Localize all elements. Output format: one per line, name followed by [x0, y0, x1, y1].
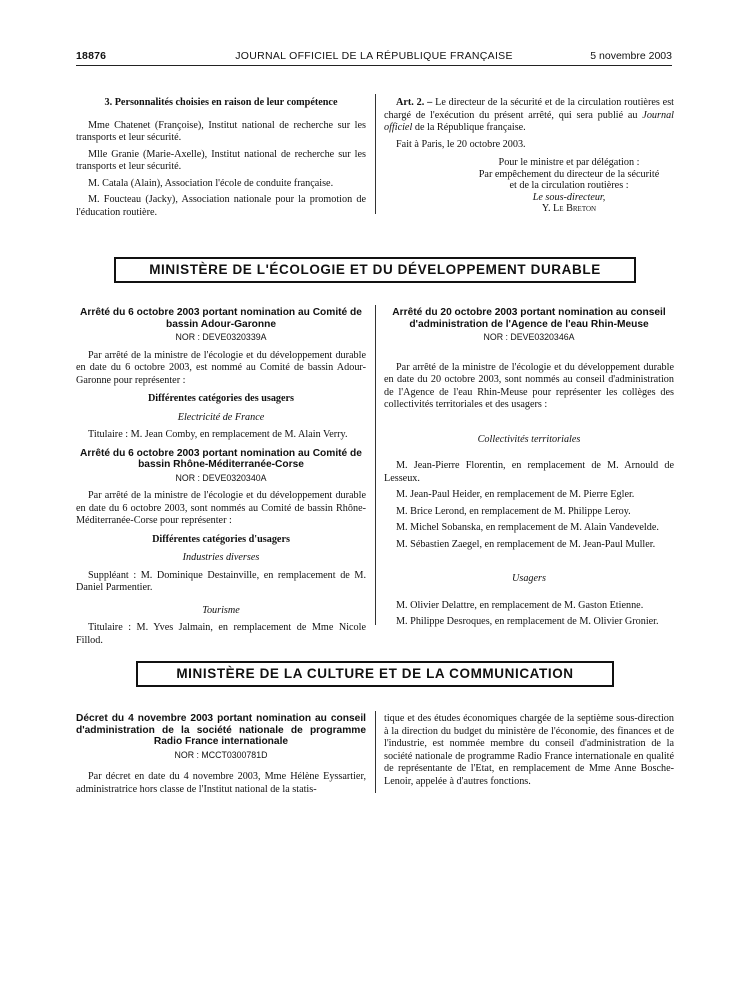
subcategory-heading: Industries diverses [182, 552, 260, 563]
list-item: M. Sébastien Zaegel, en remplacement de M. Jean-Paul Muller. [396, 538, 656, 550]
article-text: Le directeur de la sécurité et de la circulation routières est chargé de l'exécution du présent arrêté, qui sera publié au [384, 97, 674, 121]
article-body-continued: tique et des études économiques chargée de la septième sous-direction à la direction du budget du ministère de l'économie, des finances et de l'industrie, est nommée membre du conseil d'administration de la société nationale de programme Radio France internationale en qualité de représentante de l'Etat, en remplacement de Mme Anne Bosche-Lenoir, appelée à d'autres fonctions. [384, 713, 674, 787]
culture-left-column [76, 713, 366, 800]
category-heading: Différentes catégories des usagers [147, 393, 295, 404]
signatory-initial: Y. [541, 203, 554, 214]
signatory-name [464, 203, 674, 215]
journal-title: JOURNAL OFFICIEL DE LA RÉPUBLIQUE FRANÇAISE [235, 50, 513, 62]
journal-reference: Journal officiel [384, 109, 674, 133]
header-rule [76, 65, 672, 66]
list-item: M. Brice Lerond, en remplacement de M. Philippe Leroy. [396, 505, 631, 517]
column-divider [375, 711, 376, 793]
page-number: 18876 [76, 50, 107, 62]
list-item: Suppléant : M. Dominique Destainville, en remplacement de M. Daniel Parmentier. [76, 569, 366, 593]
article-label: Art. 2. – [396, 97, 433, 108]
ministry-heading-culture: MINISTÈRE DE LA CULTURE ET DE LA COMMUNICATION [136, 661, 614, 687]
nor-reference: NOR : DEVE0320346A [483, 332, 575, 342]
ministry-heading-ecology: MINISTÈRE DE L'ÉCOLOGIE ET DU DÉVELOPPEMENT DURABLE [114, 257, 636, 283]
subcategory-heading: Usagers [512, 573, 546, 584]
signature-line: Pour le ministre et par délégation : [498, 157, 640, 168]
article-title: Décret du 4 novembre 2003 portant nomination au conseil d'administration de la société nationale de programme Radio France internationale [76, 713, 366, 747]
signature-line: Par empêchement du directeur de la sécurité [478, 168, 660, 180]
issue-date: 5 novembre 2003 [590, 50, 672, 62]
column-divider [375, 305, 376, 625]
signature-date: Fait à Paris, le 20 octobre 2003. [396, 138, 526, 150]
article-body: Par arrêté de la ministre de l'écologie et du développement durable en date du 20 octobre 2003, sont nommés au conseil d'administration de l'Agence de l'eau Rhin-Meuse pour représenter les collèges des collectivités territoriales et des usagers : [384, 361, 674, 410]
nor-reference: NOR : DEVE0320339A [175, 332, 267, 342]
article-title: Arrêté du 6 octobre 2003 portant nomination au Comité de bassin Rhône-Méditerranée-Corse [80, 447, 362, 470]
article-body: Par décret en date du 4 novembre 2003, Mme Hélène Eyssartier, administratrice hors classe de l'Institut national de la statis- [76, 771, 366, 795]
category-heading: Différentes catégories d'usagers [152, 533, 290, 545]
article-text-end: de la République française. [412, 122, 526, 133]
list-item: Mme Chatenet (Françoise), Institut national de recherche sur les transports et leur sécurité. [76, 119, 366, 143]
ecology-right-column [384, 307, 674, 633]
article-title: Arrêté du 20 octobre 2003 portant nomination au conseil d'administration de l'Agence de l'eau Rhin-Meuse [392, 307, 666, 330]
list-item: M. Jean-Paul Heider, en remplacement de M. Pierre Egler. [396, 489, 635, 500]
subcategory-heading: Tourisme [202, 604, 240, 616]
signature-title: Le sous-directeur, [532, 191, 606, 203]
article-body: Par arrêté de la ministre de l'écologie et du développement durable en date du 6 octobre 2003, sont nommés au Comité de bassin Rhône-Méditerranée-Corse pour représenter : [76, 490, 366, 526]
culture-right-column [384, 713, 674, 788]
list-item: M. Catala (Alain), Association l'école de conduite française. [88, 177, 334, 189]
list-item: M. Foucteau (Jacky), Association nationale pour la promotion de l'éducation routière. [76, 194, 366, 218]
article-2 [384, 97, 674, 135]
list-item: M. Jean-Pierre Florentin, en remplacement de M. Arnould de Lesseux. [384, 460, 674, 484]
ecology-left-column [76, 307, 366, 651]
list-item: Titulaire : M. Jean Comby, en remplacement de M. Alain Verry. [88, 429, 348, 440]
list-item: Titulaire : M. Yves Jalmain, en remplacement de Mme Nicole Fillod. [76, 622, 366, 646]
signature-block [464, 157, 674, 215]
article-title: Arrêté du 6 octobre 2003 portant nomination au Comité de bassin Adour-Garonne [80, 307, 362, 330]
column-divider [375, 94, 376, 214]
top-right-column [384, 97, 674, 215]
subcategory-heading: Electricité de France [177, 411, 265, 423]
list-item: Mlle Granie (Marie-Axelle), Institut national de recherche sur les transports et leur sécurité. [76, 148, 366, 172]
nor-reference: NOR : MCCT0300781D [174, 749, 268, 760]
list-item: M. Philippe Desroques, en remplacement de M. Olivier Gronier. [396, 616, 659, 627]
signature-line: et de la circulation routières : [509, 180, 629, 191]
subcategory-heading: Collectivités territoriales [477, 433, 581, 445]
nor-reference: NOR : DEVE0320340A [175, 472, 267, 483]
top-left-column [76, 97, 366, 223]
section-heading: 3. Personnalités choisies en raison de leur compétence [104, 97, 338, 108]
list-item: M. Olivier Delattre, en remplacement de M. Gaston Etienne. [396, 599, 644, 611]
article-body: Par arrêté de la ministre de l'écologie et du développement durable en date du 6 octobre 2003, est nommé au Comité de bassin Adour-Garonne pour représenter : [76, 349, 366, 386]
signatory-surname: Le Breton [553, 203, 597, 214]
list-item: M. Michel Sobanska, en remplacement de M. Alain Vandevelde. [396, 522, 659, 533]
